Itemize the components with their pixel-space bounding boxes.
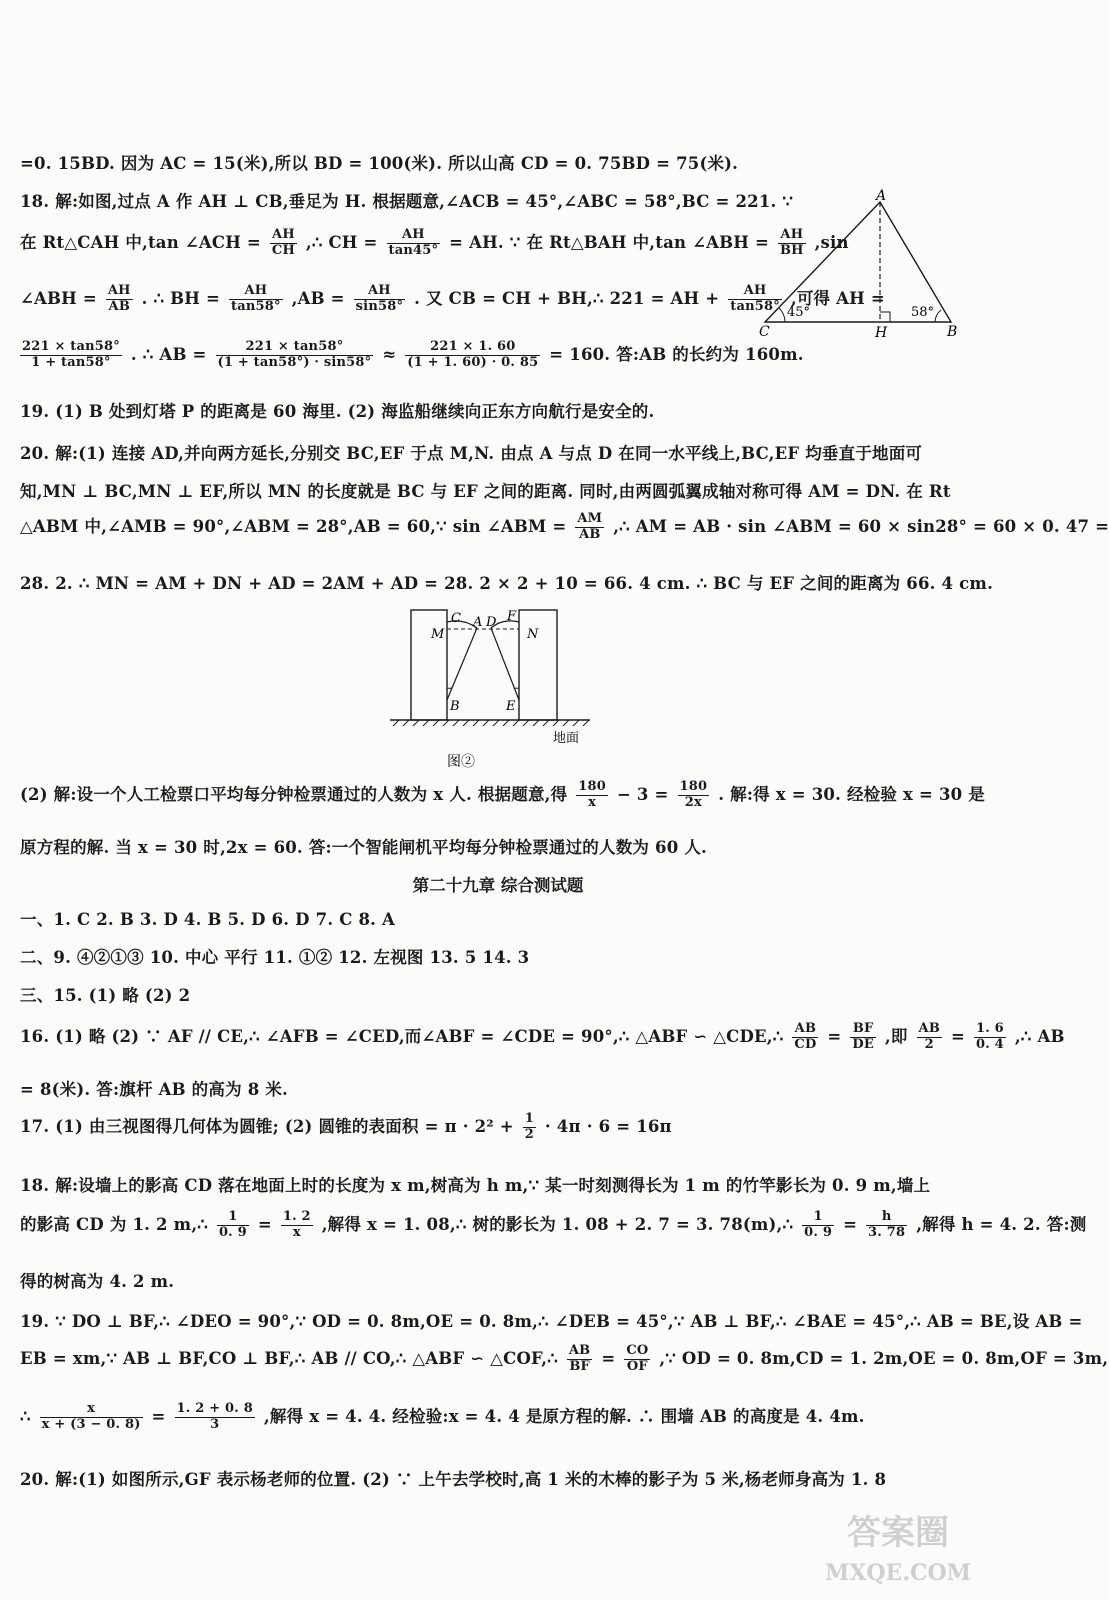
chapter-heading: 第二十九章 综合测试题 xyxy=(412,876,584,895)
label-angle-45: 45° xyxy=(787,305,811,320)
label-b: B xyxy=(947,324,958,340)
text-span: EB = xm,∵ AB ⊥ BF,CO ⊥ BF,∴ AB // CO,∴ △ABF ∽ △COF,∴ xyxy=(20,1348,558,1368)
text-line xyxy=(20,1210,1086,1241)
label-d2: D xyxy=(486,615,497,630)
text-span: = xyxy=(601,1348,616,1368)
text-span: (2) 解:设一个人工检票口平均每分钟检票通过的人数为 x 人. 根据题意,得 xyxy=(20,784,568,804)
label-c2: C xyxy=(451,611,461,626)
fraction: $\frac{CO}{OF}$ xyxy=(626,1343,649,1374)
fraction: $\frac{221 \times 1. 60}{(1 + 1. 60) \cdot 0. 85}$ xyxy=(407,339,539,370)
fraction: $\frac{1}{0. 9}$ xyxy=(804,1209,833,1240)
fraction: $\frac{AH}{\tan 58^\circ}$ xyxy=(730,283,780,314)
label-angle-58: 58° xyxy=(911,305,935,320)
fraction: $\frac{180}{2x}$ xyxy=(679,779,708,810)
text-line xyxy=(20,228,849,259)
text-line: 20. 解:(1) 连接 AD,并向两方延长,分别交 BC,EF 于点 M,N. 由点 A 与点 D 在同一水平线上,BC,EF 均垂直于地面可 xyxy=(20,444,923,463)
text-span: 17. (1) 由三视图得几何体为圆锥; (2) 圆锥的表面积 = π · 2² + xyxy=(20,1116,514,1136)
fraction: $\frac{AH}{BH}$ xyxy=(779,227,804,258)
text-line xyxy=(20,1112,672,1143)
right-angle-mark xyxy=(880,312,890,322)
text-line: 28. 2. ∴ MN = AM + DN + AD = 2AM + AD = 28. 2 × 2 + 10 = 66. 4 cm. ∴ BC 与 EF 之间的距离为 66. 4 cm. xyxy=(20,574,994,593)
text-span: . ∴ AB = xyxy=(130,344,207,364)
text-line: = 8(米). 答:旗杆 AB 的高为 8 米. xyxy=(20,1080,288,1099)
text-line: 19. (1) B 处到灯塔 P 的距离是 60 海里. (2) 海监船继续向正东方向航行是安全的. xyxy=(20,402,655,421)
text-line: =0. 15BD. 因为 AC = 15(米),所以 BD = 100(米). 所以山高 CD = 0. 75BD = 75(米). xyxy=(20,154,739,173)
angle-arc-b xyxy=(935,310,941,322)
text-line: 知,MN ⊥ BC,MN ⊥ EF,所以 MN 的长度就是 BC 与 EF 之间的距离. 同时,由两圆弧翼成轴对称可得 AM = DN. 在 Rt xyxy=(20,482,951,501)
text-span: ,sin xyxy=(814,232,849,252)
text-line: 原方程的解. 当 x = 30 时,2x = 60. 答:一个智能闸机平均每分钟检票通过的人数为 60 人. xyxy=(20,838,708,857)
text-line xyxy=(20,780,985,811)
gate-figure xyxy=(385,604,605,780)
text-span: ,∴ AB xyxy=(1014,1026,1065,1046)
fraction: $\frac{AH}{\tan 58^\circ}$ xyxy=(231,283,281,314)
text-span: = xyxy=(843,1214,858,1234)
text-span: ,∴ AM = AB · sin ∠ABM = 60 × sin28° = 60 × 0. 47 = xyxy=(613,516,1109,536)
text-span: ,可得 AH = xyxy=(790,288,885,308)
fraction: $\frac{1. 6}{0. 4}$ xyxy=(975,1021,1004,1052)
text-span: = AH. ∵ 在 Rt△BAH 中,tan ∠ABH = xyxy=(449,232,770,252)
segment-ba xyxy=(447,628,477,700)
triangle-abc xyxy=(765,202,951,322)
text-span: 16. (1) 略 (2) ∵ AF // CE,∴ ∠AFB = ∠CED,而∠ABF = ∠CDE = 90°,∴ △ABF ∽ △CDE,∴ xyxy=(20,1026,784,1046)
label-n2: N xyxy=(527,627,539,642)
fraction: $\frac{AB}{BF}$ xyxy=(568,1343,591,1374)
text-line xyxy=(20,1344,1108,1375)
label-e2: E xyxy=(506,699,516,714)
label-ground: 地面 xyxy=(553,731,580,746)
label-h: H xyxy=(875,325,888,341)
text-span: ,∴ CH = xyxy=(305,232,378,252)
text-span: △ABM 中,∠AMB = 90°,∠ABM = 28°,AB = 60,∵ sin ∠ABM = xyxy=(20,516,567,536)
fraction: $\frac{AH}{\sin 58^\circ}$ xyxy=(355,283,404,314)
fraction: $\frac{1. 2 + 0. 8}{3}$ xyxy=(176,1401,253,1432)
label-a2: A xyxy=(473,615,483,630)
fraction: $\frac{221 \times \tan 58^\circ}{1 + \tan 58^\circ}$ xyxy=(22,339,120,370)
text-span: = xyxy=(151,1406,166,1426)
text-span: ∴ xyxy=(20,1406,31,1426)
text-line: 19. ∵ DO ⊥ BF,∴ ∠DEO = 90°,∵ OD = 0. 8m,OE = 0. 8m,∴ ∠DEB = 45°,∵ AB ⊥ BF,∴ ∠BAE = 45°,∴ AB = BE,设 AB = xyxy=(20,1312,1083,1331)
text-line xyxy=(20,1022,1065,1053)
text-line: 一、1. C 2. B 3. D 4. B 5. D 6. D 7. C 8. A xyxy=(20,910,396,929)
fraction: $\frac{AH}{CH}$ xyxy=(271,227,295,258)
fraction: $\frac{1. 2}{x}$ xyxy=(282,1209,311,1240)
text-span: ,∵ OD = 0. 8m,CD = 1. 2m,OE = 0. 8m,OF = 3m, xyxy=(659,1348,1109,1368)
text-line: 20. 解:(1) 如图所示,GF 表示杨老师的位置. (2) ∵ 上午去学校时,高 1 米的木棒的影子为 5 米,杨老师身高为 1. 8 xyxy=(20,1470,887,1489)
label-b2: B xyxy=(450,699,460,714)
fraction: $\frac{AM}{AB}$ xyxy=(577,511,603,542)
text-span: ≈ xyxy=(382,344,397,364)
watermark-logo xyxy=(818,1502,978,1590)
text-span: . 解:得 x = 30. 经检验 x = 30 是 xyxy=(718,784,985,804)
text-span: · 4π · 6 = 16π xyxy=(544,1116,672,1136)
fraction: $\frac{AB}{CD}$ xyxy=(794,1021,817,1052)
fraction: $\frac{x}{x + (3 - 0. 8)}$ xyxy=(41,1401,141,1432)
text-span: ,解得 h = 4. 2. 答:测 xyxy=(916,1214,1087,1234)
text-span: . ∴ BH = xyxy=(141,288,221,308)
text-line: 得的树高为 4. 2 m. xyxy=(20,1272,175,1291)
fraction: $\frac{BF}{DE}$ xyxy=(852,1021,874,1052)
label-a: A xyxy=(876,188,887,204)
text-span: = xyxy=(257,1214,272,1234)
text-span: − 3 = xyxy=(616,784,669,804)
label-c: C xyxy=(759,324,770,340)
text-span: ,解得 x = 4. 4. 经检验:x = 4. 4 是原方程的解. ∴ 围墙 AB 的高度是 4. 4m. xyxy=(263,1406,865,1426)
text-span: = 160. 答:AB 的长约为 160m. xyxy=(549,344,804,364)
figure-caption: 图② xyxy=(447,754,475,770)
text-line xyxy=(20,340,804,371)
angle-arc-c xyxy=(779,308,785,322)
text-span: ∠ABH = xyxy=(20,288,97,308)
fraction: $\frac{h}{3. 78}$ xyxy=(868,1209,906,1240)
watermark-text: 答案圈 xyxy=(847,1513,949,1553)
text-line: 三、15. (1) 略 (2) 2 xyxy=(20,986,191,1005)
fraction: $\frac{221 \times \tan 58^\circ}{(1 + \tan 58^\circ) \cdot \sin 58^\circ}$ xyxy=(217,339,372,370)
fraction: $\frac{AH}{\tan 45^\circ}$ xyxy=(388,227,439,258)
fraction: $\frac{180}{x}$ xyxy=(578,779,606,810)
text-span: = xyxy=(827,1026,842,1046)
text-line xyxy=(20,512,1109,543)
ground-hatching xyxy=(393,720,589,726)
label-m2: M xyxy=(431,627,445,642)
text-span: ,AB = xyxy=(291,288,345,308)
watermark-url: MXQE.COM xyxy=(824,1560,972,1586)
text-span: ,解得 x = 1. 08,∴ 树的影长为 1. 08 + 2. 7 = 3. 78(m),∴ xyxy=(321,1214,794,1234)
fraction: $\frac{AH}{AB}$ xyxy=(107,283,131,314)
text-span: 在 Rt△CAH 中,tan ∠ACH = xyxy=(20,232,261,252)
fraction: $\frac{AB}{2}$ xyxy=(918,1021,941,1052)
segment-ed xyxy=(491,628,519,700)
text-line: 18. 解:如图,过点 A 作 AH ⊥ CB,垂足为 H. 根据题意,∠ACB = 45°,∠ABC = 58°,BC = 221. ∵ xyxy=(20,192,794,211)
fraction: $\frac{1}{0. 9}$ xyxy=(218,1209,247,1240)
text-span: 的影高 CD 为 1. 2 m,∴ xyxy=(20,1214,208,1234)
text-span: ,即 xyxy=(884,1026,908,1046)
text-span: . 又 CB = CH + BH,∴ 221 = AH + xyxy=(414,288,720,308)
text-line xyxy=(20,1402,865,1433)
triangle-figure xyxy=(755,190,970,340)
text-line: 18. 解:设墙上的影高 CD 落在地面上时的长度为 x m,树高为 h m,∵ 某一时刻测得长为 1 m 的竹竿影长为 0. 9 m,墙上 xyxy=(20,1176,931,1195)
label-f2: F xyxy=(507,609,517,624)
fraction: $\frac{1}{2}$ xyxy=(524,1111,534,1142)
text-span: = xyxy=(950,1026,965,1046)
text-line: 二、9. ④②①③ 10. 中心 平行 11. ①② 12. 左视图 13. 5 14. 3 xyxy=(20,948,530,967)
